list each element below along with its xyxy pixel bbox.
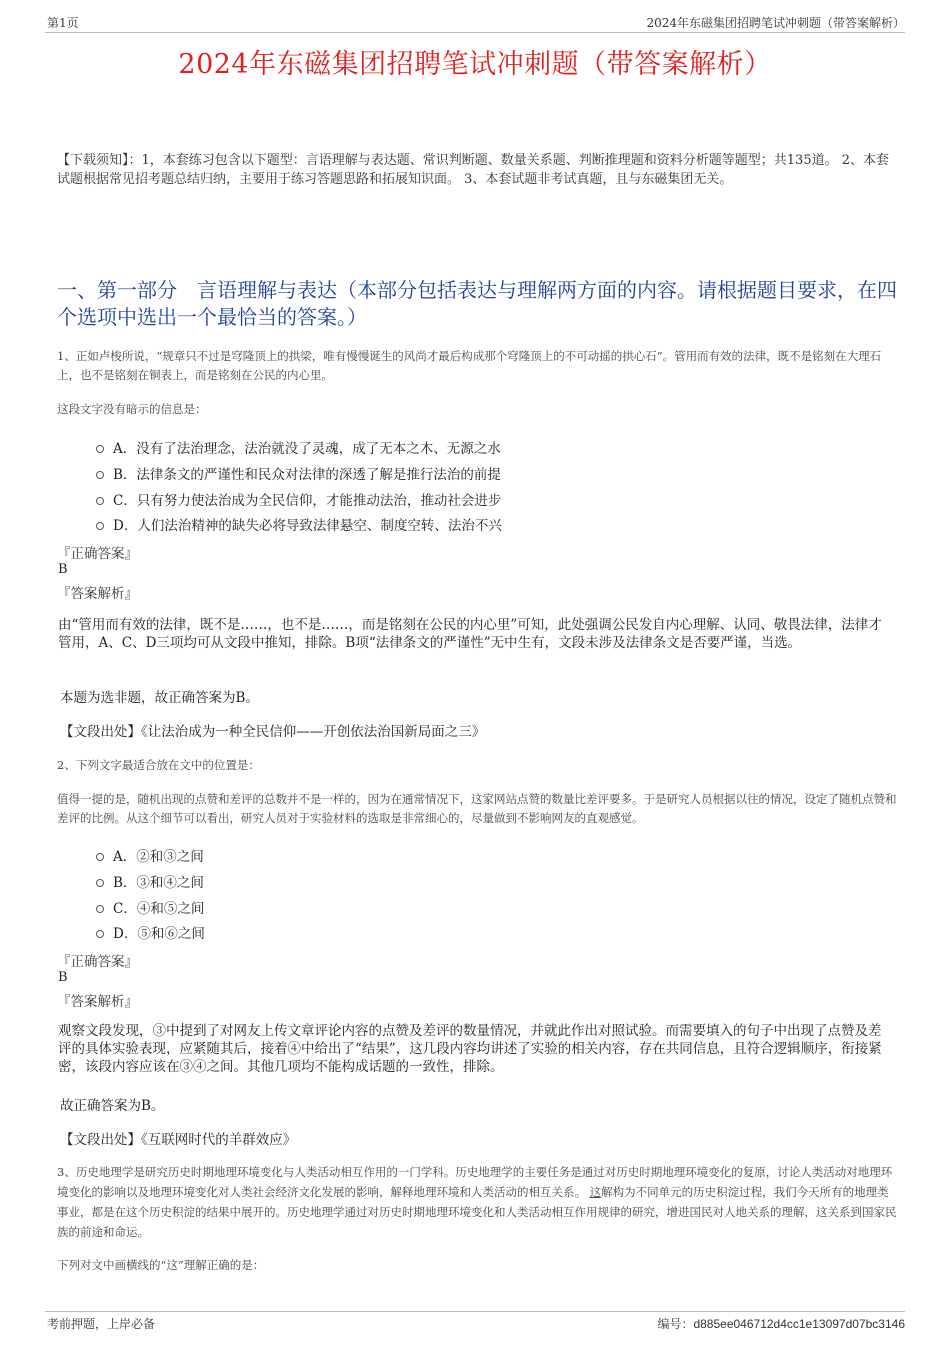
- question-3-text-before: 3、历史地理学是研究历史时期地理环境变化与人类活动相互作用的一门学科。历史地理学的主要任务是通过对历史时期地理环境变化的复原，讨论人类活动对地理环境变化的影响以及地理环境变化对人类社会经济文化发展的影响，解释地理环境和人类活动的相互关系。: [57, 1165, 893, 1199]
- question-2-source: 【文段出处】《互联网时代的羊群效应》: [60, 1132, 297, 1148]
- question-1-source: 【文段出处】《让法治成为一种全民信仰——开创依法治国新局面之三》: [60, 724, 486, 740]
- question-1-text: 1、正如卢梭所说，“规章只不过是穹隆顶上的拱梁，唯有慢慢诞生的风尚才最后构成那个穹隆顶上的不可动摇的拱心石”。管用而有效的法律，既不是铭刻在大理石上，也不是铭刻在铜表上，而是铭刻在公民的内心里。: [57, 349, 882, 382]
- question-2-analysis: 观察文段发现，③中提到了对网友上传文章评论内容的点赞及差评的数量情况，并就此作出对照试验。而需要填入的句子中出现了点赞及差评的具体实验表现，应紧随其后，接着④中给出了“结果”，这几段内容均讲述了实验的相关内容，存在共同信息，且符合逻辑顺序，衔接紧密，该段内容应该在③④之间。其他几项均不能构成话题的一致性，排除。: [58, 1023, 882, 1075]
- option-label: C．④和⑤之间: [113, 901, 205, 917]
- question-2-option-c[interactable]: [96, 897, 204, 917]
- radio-icon[interactable]: [96, 471, 104, 479]
- question-1-conclusion: 本题为选非题，故正确答案为B。: [60, 690, 259, 706]
- question-2-text: 2、下列文字最适合放在文中的位置是：: [57, 758, 260, 772]
- question-1-prompt: 这段文字没有暗示的信息是：: [57, 402, 207, 416]
- question-2-option-b[interactable]: [96, 871, 204, 891]
- question-2-analysis-label: 『答案解析』: [57, 994, 138, 1010]
- option-label: C．只有努力使法治成为全民信仰，才能推动法治，推动社会进步: [113, 493, 502, 509]
- option-label: A．②和③之间: [113, 849, 204, 865]
- question-1-answer: B: [58, 562, 68, 577]
- option-label: D．人们法治精神的缺失必将导致法律悬空、制度空转、法治不兴: [113, 518, 502, 534]
- question-1-analysis: 由“管用而有效的法律，既不是……，也不是……，而是铭刻在公民的内心里”可知，此处强调公民发自内心理解、认同、敬畏法律，法律才管用，A、C、D三项均可从文段中推知，排除。B项“法律条文的严谨性”无中生有，文段未涉及法律条文是否要严谨，当选。: [58, 617, 882, 651]
- radio-icon[interactable]: [96, 497, 104, 505]
- option-label: B．③和④之间: [113, 875, 204, 891]
- option-label: A．没有了法治理念，法治就没了灵魂，成了无本之木、无源之水: [113, 441, 501, 457]
- question-2-conclusion: 故正确答案为B。: [60, 1098, 165, 1114]
- footer-code-value: d885ee046712d4cc1e13097d07bc3146: [693, 1317, 905, 1331]
- document-title: 2024年东磁集团招聘笔试冲刺题（带答案解析）: [178, 49, 772, 80]
- question-2-option-a[interactable]: [96, 845, 204, 865]
- question-1-option-a[interactable]: [96, 437, 501, 457]
- footer-divider: [45, 1311, 905, 1312]
- question-2-passage: 值得一提的是，随机出现的点赞和差评的总数并不是一样的，因为在通常情况下，这家网站点赞的数量比差评要多。于是研究人员根据以往的情况，设定了随机点赞和差评的比例。从这个细节可以看出，研究人员对于实验材料的选取是非常细心的，尽量做到不影响网友的直观感觉。: [57, 792, 897, 825]
- radio-icon[interactable]: [96, 445, 104, 453]
- running-title: 2024年东磁集团招聘笔试冲刺题（带答案解析）: [646, 16, 905, 30]
- question-1-option-c[interactable]: [96, 489, 501, 509]
- question-1-analysis-label: 『答案解析』: [57, 586, 138, 602]
- radio-icon[interactable]: [96, 522, 104, 530]
- radio-icon[interactable]: [96, 905, 104, 913]
- footer-code-label: 编号：: [657, 1317, 694, 1331]
- question-3-text: [57, 1162, 897, 1242]
- underlined-word: 这: [589, 1185, 602, 1199]
- radio-icon[interactable]: [96, 930, 104, 938]
- section-heading: 一、第一部分 言语理解与表达（本部分包括表达与理解两方面的内容。请根据题目要求，在四个选项中选出一个最恰当的答案。）: [57, 278, 897, 329]
- question-2-answer: B: [58, 970, 68, 985]
- footer-slogan: 考前押题，上岸必备: [47, 1317, 156, 1331]
- download-notice: 【下载须知】：1，本套练习包含以下题型：言语理解与表达题、常识判断题、数量关系题、判断推理题和资料分析题等题型；共135道。 2、本套试题根据常见招考题总结归纳，主要用于练习答题思路和拓展知识面。 3、本套试题非考试真题，且与东磁集团无关。: [57, 153, 889, 187]
- question-2-option-d[interactable]: [96, 922, 205, 942]
- page-number: 第1页: [47, 16, 79, 30]
- question-1-option-d[interactable]: [96, 514, 502, 534]
- question-1-option-b[interactable]: [96, 463, 501, 483]
- option-label: D．⑤和⑥之间: [113, 926, 205, 942]
- footer-code: [657, 1315, 905, 1332]
- radio-icon[interactable]: [96, 879, 104, 887]
- question-3-prompt: 下列对文中画横线的“这”理解正确的是：: [57, 1258, 265, 1272]
- header-divider: [45, 32, 905, 33]
- option-label: B．法律条文的严谨性和民众对法律的深透了解是推行法治的前提: [113, 467, 501, 483]
- question-2-answer-label: 『正确答案』: [57, 954, 138, 970]
- radio-icon[interactable]: [96, 853, 104, 861]
- question-3-text-after: 解构为不同单元的历史积淀过程，我们今天所有的地理类事业，都是在这个历史积淀的结果中展开的。历史地理学通过对历史时期地理环境变化和人类活动相互作用规律的研究，增进国民对人地关系的理解，这关系到国家民族的前途和命运。: [57, 1185, 897, 1239]
- question-1-answer-label: 『正确答案』: [57, 546, 138, 562]
